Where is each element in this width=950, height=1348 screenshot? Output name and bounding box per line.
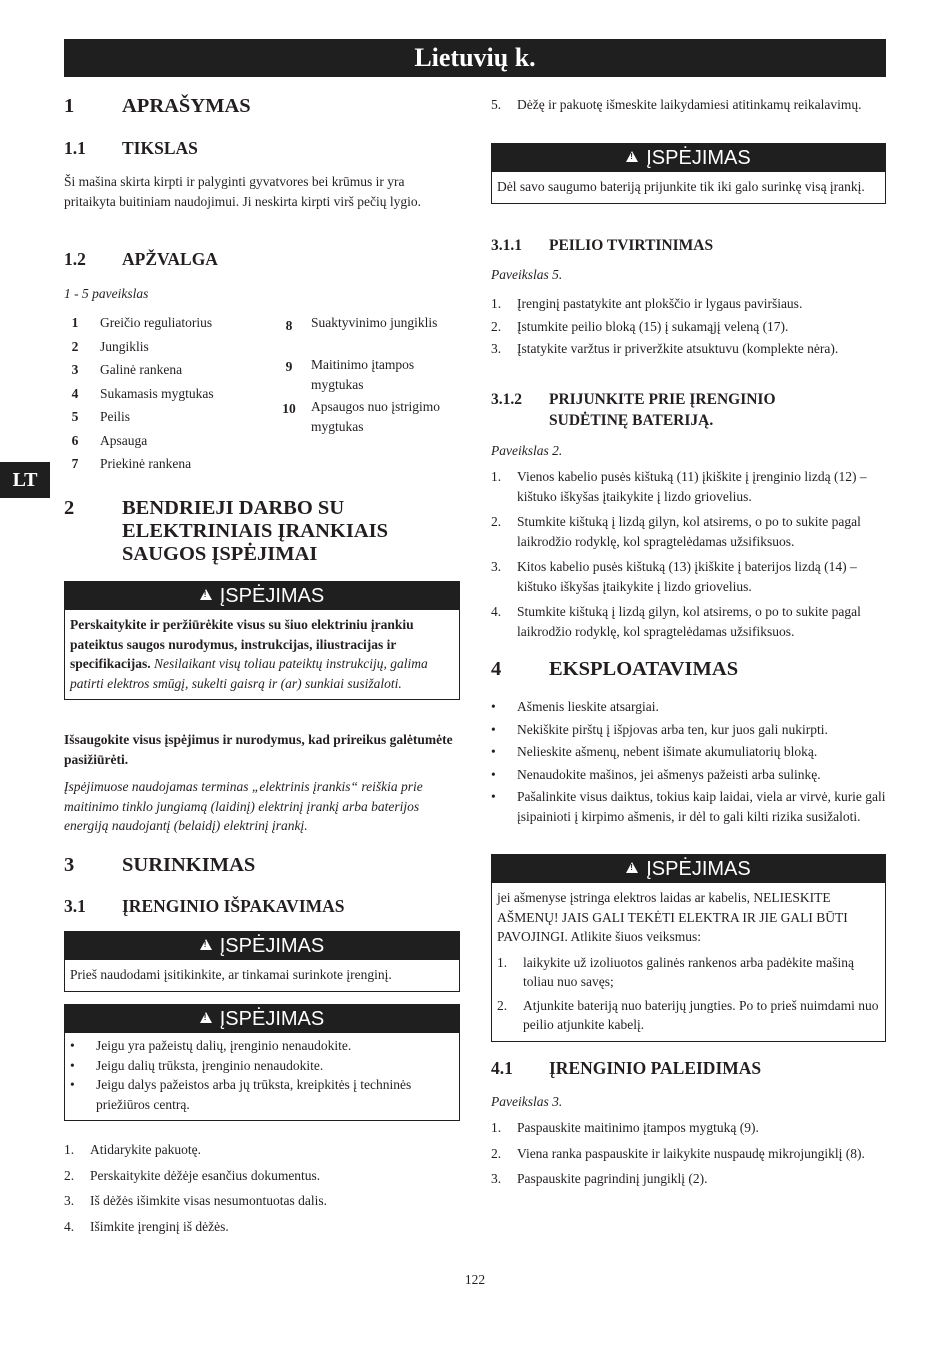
section-3-1-heading: 3.1 ĮRENGINIO IŠPAKAVIMAS xyxy=(64,896,345,916)
list-item: • Jeigu yra pažeistų dalių, įrenginio nenaudokite. xyxy=(70,1038,352,1053)
section-2-heading: 2 BENDRIEJI DARBO SU ELEKTRINIAIS ĮRANKIAIS SAUGOS ĮSPĖJIMAI xyxy=(64,497,389,565)
warning-bold-text: Perskaitykite ir peržiūrėkite visus su šiuo elektriniu įrankiu pateiktus saugos nurodymus, instrukcijas, iliustracijas ir specifikacijas. xyxy=(70,617,414,671)
list-item: 3. Iš dėžės išimkite visas nesumontuotas dalis. xyxy=(64,1193,327,1208)
figure-ref: Paveikslas 3. xyxy=(491,1094,563,1109)
section-3-heading: 3 SURINKIMAS xyxy=(64,854,256,876)
section-3-1-2-heading: 3.1.2 PRIJUNKITE PRIE ĮRENGINIO SUDĖTINĘ BATERIJĄ. xyxy=(491,391,776,429)
unpacking-steps xyxy=(64,1140,460,1236)
list-item: 3. Paspauskite pagrindinį jungiklį (2). xyxy=(491,1171,708,1186)
unpacking-steps-continued xyxy=(491,95,886,115)
list-item: 1. Įrenginį pastatykite ant plokščio ir lygaus paviršiaus. xyxy=(491,296,803,311)
warning-triangle-icon xyxy=(200,589,212,600)
list-item: 4. Išimkite įrenginį iš dėžės. xyxy=(64,1218,229,1234)
warning-box-assembly: !ĮSPĖJIMAS Prieš naudodami įsitikinkite, ar tinkamai surinkote įrenginį. xyxy=(64,931,460,992)
term-definition-text: Įspėjimuose naudojamas terminas „elektrinis įrankis“ reiškia prie maitinimo tinklo jungiamą (laidinį) elektrinį įrankį arba baterijos energiją naudojantį (belaidį) elektrinį įrankį. xyxy=(64,779,423,833)
warning-box-electric: !ĮSPĖJIMAS jei ašmenyse įstringa elektros laidas ar kabelis, NELIESKITE AŠMENŲ! JAIS GALI TEKĖTI ELEKTRA IR JIE GALI BŪTI PAVOJINGI. Atlikite šiuos veiksmus: 1. laikykite už izoliuotos galinės rankenos arba padėkite mašiną toliau nuo savęs; 2. Atjunkite bateriją nuo baterijų jungties. Po to prieš nuimdami nuo peilio atjunkite kabelį. xyxy=(491,854,886,1042)
list-item: 1. Atidarykite pakuotę. xyxy=(64,1142,201,1157)
section-1-1-heading: 1.1 TIKSLAS xyxy=(64,138,198,158)
start-steps xyxy=(491,1118,886,1189)
figure-ref: Paveikslas 5. xyxy=(491,267,563,282)
operation-bullets xyxy=(491,697,886,826)
list-item: • Jeigu dalių trūksta, įrenginio nenaudokite. xyxy=(70,1057,324,1073)
list-item: • Nekiškite pirštų į išpjovas arba ten, kur juos gali nukirpti. xyxy=(491,721,828,737)
battery-steps xyxy=(491,467,886,641)
section-1-2-heading: 1.2 APŽVALGA xyxy=(64,249,218,269)
list-item: 2. Perskaitykite dėžėje esančius dokumentus. xyxy=(64,1167,321,1183)
figure-ref: 1 - 5 paveikslas xyxy=(64,286,149,301)
list-item: 4. Stumkite kištuką į lizdą gilyn, kol atsirems, o po to sukite pagal laikrodžio rodyklę, kol spragtelėdamas užsifiksuos. xyxy=(491,604,861,639)
list-item: • Nenaudokite mašinos, jei ašmenys pažeisti arba sulinkę. xyxy=(491,766,821,782)
list-item: 5. Dėžę ir pakuotę išmeskite laikydamiesi atitinkamų reikalavimų. xyxy=(491,97,862,112)
list-item: • Nelieskite ašmenų, nebent išimate akumuliatorių bloką. xyxy=(491,744,818,759)
warning-triangle-icon xyxy=(626,151,638,162)
list-item: 1. Vienos kabelio pusės kištuką (11) įkiškite į įrenginio lizdą (12) – kištuko iškyšas įtaikykite į lizdo griovelius. xyxy=(491,469,867,504)
page-number: 122 xyxy=(464,1272,486,1287)
warning-header: !ĮSPĖJIMAS xyxy=(65,582,459,610)
warning-box-battery: !ĮSPĖJIMAS Dėl savo saugumo bateriją prijunkite tik iki galo surinkę visą įrankį. xyxy=(491,143,886,204)
save-instructions-text: Išsaugokite visus įspėjimus ir nurodymus, kad prireikus galėtumėte pasižiūrėti. xyxy=(64,732,453,767)
warning-box-parts xyxy=(64,1004,460,1121)
warning-italic-text: Nesilaikant visų toliau pateiktų instrukcijų, galima patirti elektros smūgį, sukelti gaisrą ir (ar) sunkiai susižaloti. xyxy=(70,656,428,691)
list-item: • Pašalinkite visus daiktus, tokius kaip laidai, viela ar virvė, kurie gali įsipainioti į kirpimo ašmenis, ir dėl to gali kilti rizika susižaloti. xyxy=(491,789,886,824)
list-item: 2. Stumkite kištuką į lizdą gilyn, kol atsirems, o po to sukite pagal laikrodžio rodyklę, kol spragtelėdamas užsifiksuos. xyxy=(491,514,861,549)
list-item: 2. Atjunkite bateriją nuo baterijų jungties. Po to prieš nuimdami nuo peilio atjunkite kabelį. xyxy=(497,997,879,1032)
warning-header: !ĮSPĖJIMAS xyxy=(492,855,885,883)
warning-triangle-icon xyxy=(200,1012,212,1023)
section-1-heading: 1 APRAŠYMAS xyxy=(64,95,251,117)
list-item: 2. Įstumkite peilio bloką (15) į sukamąjį veleną (17). xyxy=(491,318,789,334)
blade-steps xyxy=(491,294,886,359)
list-item: 2. Viena ranka paspauskite ir laikykite nuspaudę mikrojungiklį (8). xyxy=(491,1145,865,1161)
list-item: 1. laikykite už izoliuotos galinės rankenos arba padėkite mašiną toliau nuo savęs; xyxy=(497,954,855,989)
section-3-1-1-heading: 3.1.1 PEILIO TVIRTINIMAS xyxy=(491,237,714,254)
warning-header: !ĮSPĖJIMAS xyxy=(65,1005,459,1033)
warning-triangle-icon xyxy=(200,939,212,950)
section-4-1-heading: 4.1 ĮRENGINIO PALEIDIMAS xyxy=(491,1058,762,1078)
list-item: 1. Paspauskite maitinimo įtampos mygtuką (9). xyxy=(491,1120,759,1135)
purpose-text: Ši mašina skirta kirpti ir palyginti gyvatvores bei krūmus ir yra pritaikyta buitiniam naudojimui. Ji neskirta kirpti virš pečių lygio. xyxy=(64,174,421,209)
figure-ref: Paveikslas 2. xyxy=(491,443,563,458)
warning-box-general xyxy=(64,581,460,700)
list-item: 3. Kitos kabelio pusės kištuką (13) įkiškite į baterijos lizdą (14) – kištuko iškyšas įtaikykite į lizdo griovelius. xyxy=(491,559,857,594)
page-title: Lietuvių k. xyxy=(64,39,886,77)
warning-triangle-icon xyxy=(626,862,638,873)
list-item: 3. Įstatykite varžtus ir priveržkite atsuktuvu (komplekte nėra). xyxy=(491,341,839,356)
warning-header: !ĮSPĖJIMAS xyxy=(65,932,459,960)
list-item: • Ašmenis lieskite atsargiai. xyxy=(491,699,659,714)
language-tab: LT xyxy=(0,462,50,498)
section-4-heading: 4 EKSPLOATAVIMAS xyxy=(491,658,739,680)
list-item: • Jeigu dalys pažeistos arba jų trūksta, kreipkitės į techninės priežiūros centrą. xyxy=(70,1077,412,1112)
warning-header: !ĮSPĖJIMAS xyxy=(492,144,885,172)
